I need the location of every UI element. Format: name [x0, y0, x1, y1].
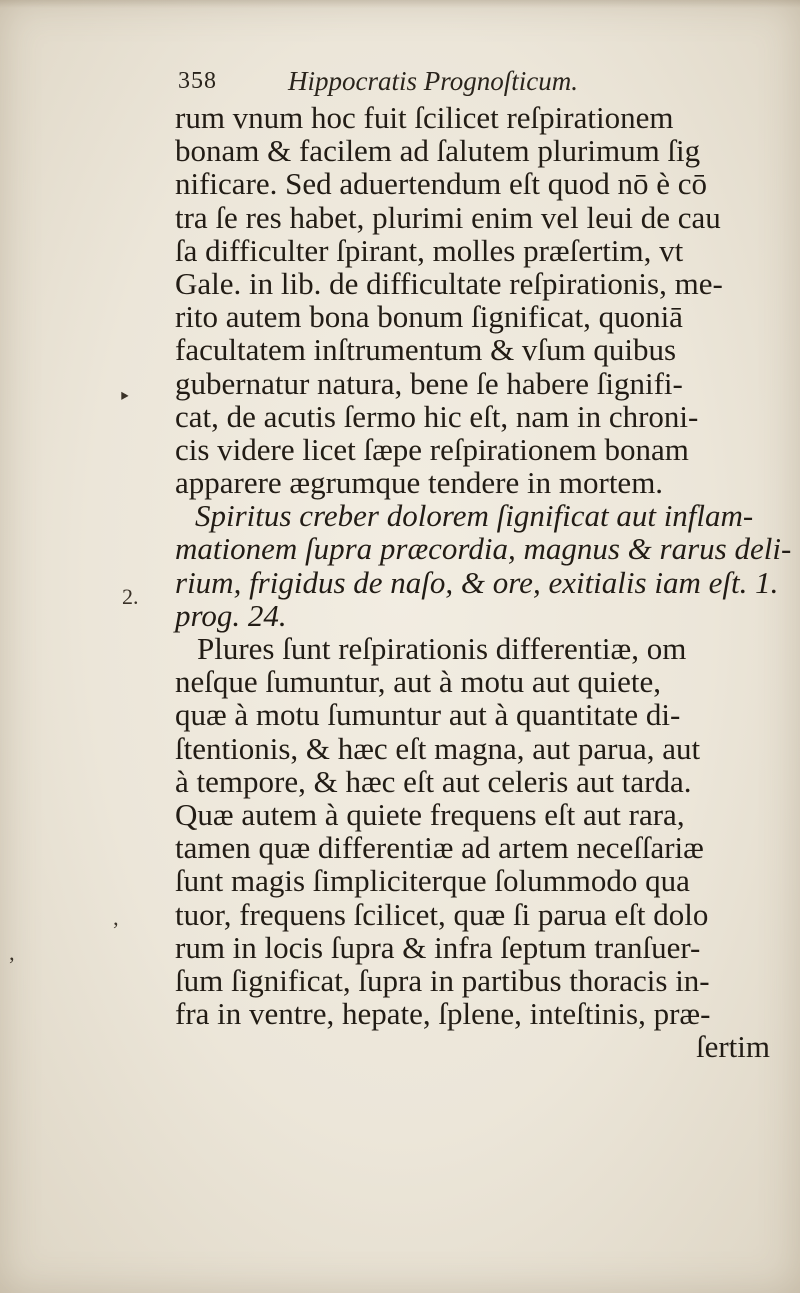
text-line: tuor, frequens ſcilicet, quæ ſi parua eſt dolo — [175, 896, 709, 932]
text-line: ſtentionis, & hæc eſt magna, aut parua, aut — [175, 730, 701, 766]
margin-edge-mark: ’ — [8, 952, 16, 977]
text-line: neſque ſumuntur, aut à motu aut quiete, — [175, 664, 662, 700]
aphorism-reference: prog. 24. — [175, 597, 287, 633]
aphorism-line: rium, frigidus de naſo, & ore, exitialis iam eſt. 1. — [175, 564, 779, 600]
text-line: rum vnum hoc fuit ſcilicet reſpirationem — [175, 100, 674, 135]
page-number: 358 — [178, 68, 217, 94]
text-line: ſa difficulter ſpirant, molles præſertim, vt — [175, 232, 684, 268]
text-line: à tempore, & hæc eſt aut celeris aut tarda. — [175, 763, 692, 799]
top-edge-shadow — [0, 0, 800, 8]
margin-tick-mark: ’ — [112, 917, 120, 942]
text-line: rum in locis ſupra & infra ſeptum tranſuer- — [175, 929, 701, 965]
text-line: rito autem bona bonum ſignificat, quoniā — [175, 299, 683, 335]
margin-arrow-mark: ‣ — [118, 384, 131, 409]
running-title: Hippocratis Prognoſticum. — [288, 66, 578, 96]
text-line: ſunt magis ſimpliciterque ſolummodo qua — [175, 863, 690, 899]
page-header — [178, 66, 738, 100]
aphorism-line: mationem ſupra præcordia, magnus & rarus deli- — [175, 531, 792, 567]
body-text — [175, 100, 792, 1065]
text-line: cis videre licet ſæpe reſpirationem bonam — [175, 431, 689, 467]
margin-section-number: 2. — [122, 584, 139, 609]
text-line: tra ſe res habet, plurimi enim vel leui de cau — [175, 199, 721, 235]
text-line: tamen quæ differentiæ ad artem neceſſariæ — [175, 830, 704, 866]
text-line: quæ à motu ſumuntur aut à quantitate di- — [175, 697, 681, 733]
text-line: facultatem inſtrumentum & vſum quibus — [175, 332, 677, 368]
text-line: bonam & facilem ad ſalutem plurimum ſig — [175, 133, 701, 169]
aphorism-line: Spiritus creber dolorem ſignificat aut inflam- — [195, 498, 754, 534]
text-line: cat, de acutis ſermo hic eſt, nam in chroni- — [175, 398, 699, 434]
text-line: apparere ægrumque tendere in mortem. — [175, 465, 664, 501]
text-line: Gale. in lib. de difficultate reſpirationis, me- — [175, 265, 723, 301]
text-line: ſum ſignificat, ſupra in partibus thoracis in- — [175, 962, 710, 998]
text-line: Quæ autem à quiete frequens eſt aut rara, — [175, 796, 685, 832]
text-line: nificare. Sed aduertendum eſt quod nō è cō — [175, 166, 707, 202]
text-line: Plures ſunt reſpirationis differentiæ, om — [197, 631, 687, 666]
text-line: fra in ventre, hepate, ſplene, inteſtinis, præ- — [175, 996, 711, 1032]
text-line: gubernatur natura, bene ſe habere ſignifi- — [175, 365, 683, 401]
catchword: ſertim — [695, 1029, 770, 1065]
